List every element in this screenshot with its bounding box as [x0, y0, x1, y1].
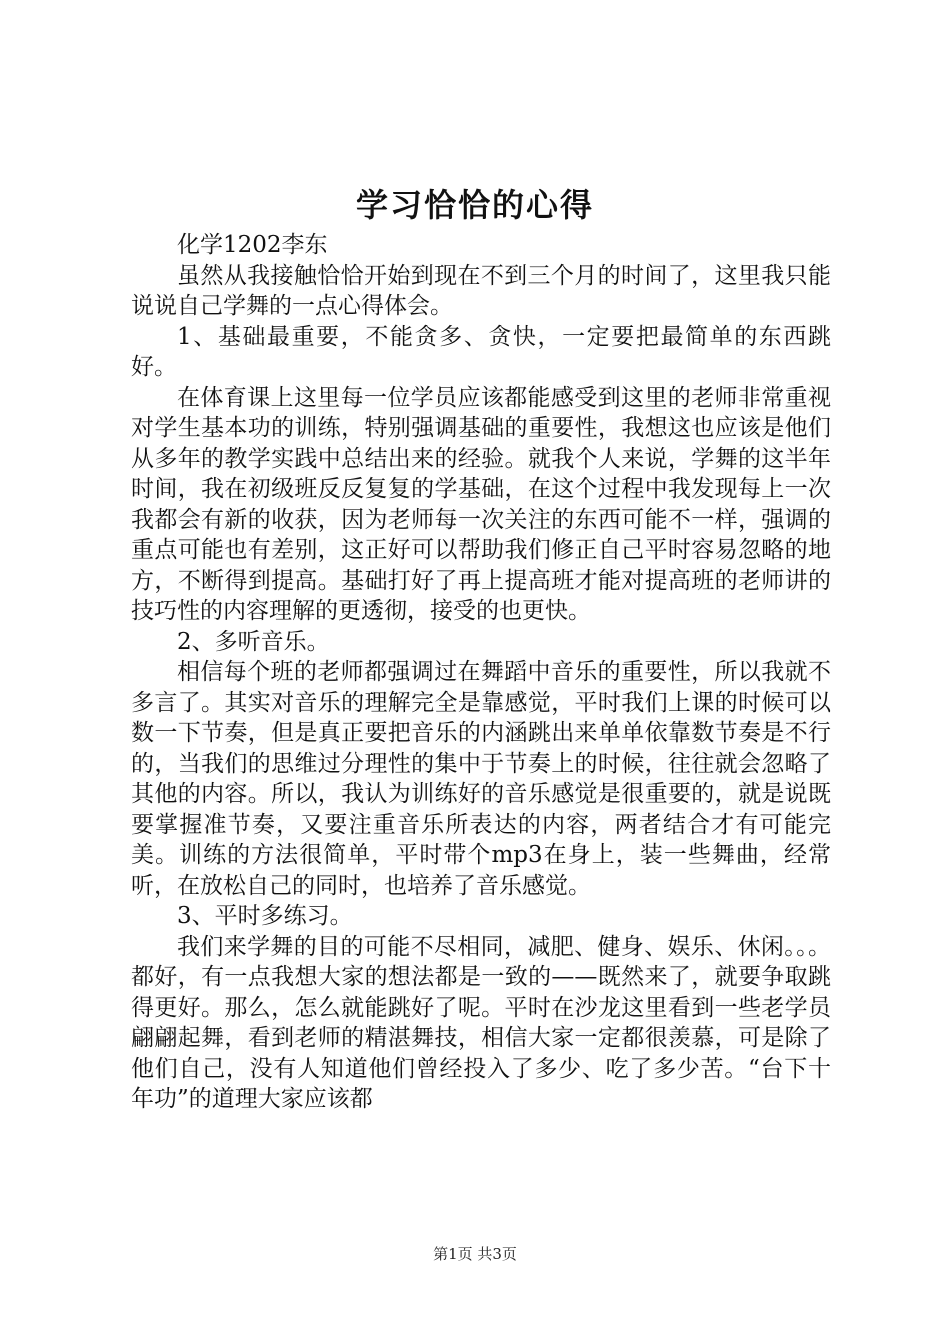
page-title: 学习恰恰的心得 [355, 186, 594, 224]
intro-paragraph: 虽然从我接触恰恰开始到现在不到三个月的时间了，这里我只能说说自己学舞的一点心得体会。 [131, 262, 831, 319]
section-heading-3: 3、平时多练习。 [177, 903, 353, 929]
body-paragraph-1: 在体育课上这里每一位学员应该都能感受到这里的老师非常重视对学生基本功的训练，特别强调基础的重要性，我想这也应该是他们从多年的教学实践中总结出来的经验。就我个人来说，学舞的这半年时间，我在初级班反反复复的学基础，在这个过程中我发现每上一次我都会有新的收获，因为老师每一次关注的东西可能不一样，强调的重点可能也有差别，这正好可以帮助我们修正自己平时容易忽略的地方，不断得到提高。基础打好了再上提高班才能对提高班的老师讲的技巧性的内容理解的更透彻，接受的也更快。 [131, 384, 831, 624]
document-body [131, 230, 831, 1115]
body-paragraph-3: 我们来学舞的目的可能不尽相同，减肥、健身、娱乐、休闲。。。都好，有一点我想大家的想法都是一致的——既然来了，就要争取跳得更好。那么，怎么就能跳好了呢。平时在沙龙这里看到一些老学员翩翩起舞，看到老师的精湛舞技，相信大家一定都很羡慕，可是除了他们自己，没有人知道他们曾经投入了多少、吃了多少苦。“台下十年功”的道理大家应该都 [131, 933, 831, 1112]
page-number-footer: 第1页 共3页 [433, 1245, 517, 1263]
section-heading-1: 1、基础最重要，不能贪多、贪快，一定要把最简单的东西跳好。 [131, 323, 831, 380]
body-paragraph-2: 相信每个班的老师都强调过在舞蹈中音乐的重要性，所以我就不多言了。其实对音乐的理解完全是靠感觉，平时我们上课的时候可以数一下节奏，但是真正要把音乐的内涵跳出来单单依靠数节奏是不行的，当我们的思维过分理性的集中于节奏上的时候，往往就会忽略了其他的内容。所以，我认为训练好的音乐感觉是很重要的，就是说既要掌握准节奏，又要注重音乐所表达的内容，两者结合才有可能完美。训练的方法很简单，平时带个mp3在身上，装一些舞曲，经常听，在放松自己的同时，也培养了音乐感觉。 [131, 659, 831, 899]
author-line: 化学1202李东 [177, 232, 328, 258]
section-heading-2: 2、多听音乐。 [177, 628, 330, 655]
